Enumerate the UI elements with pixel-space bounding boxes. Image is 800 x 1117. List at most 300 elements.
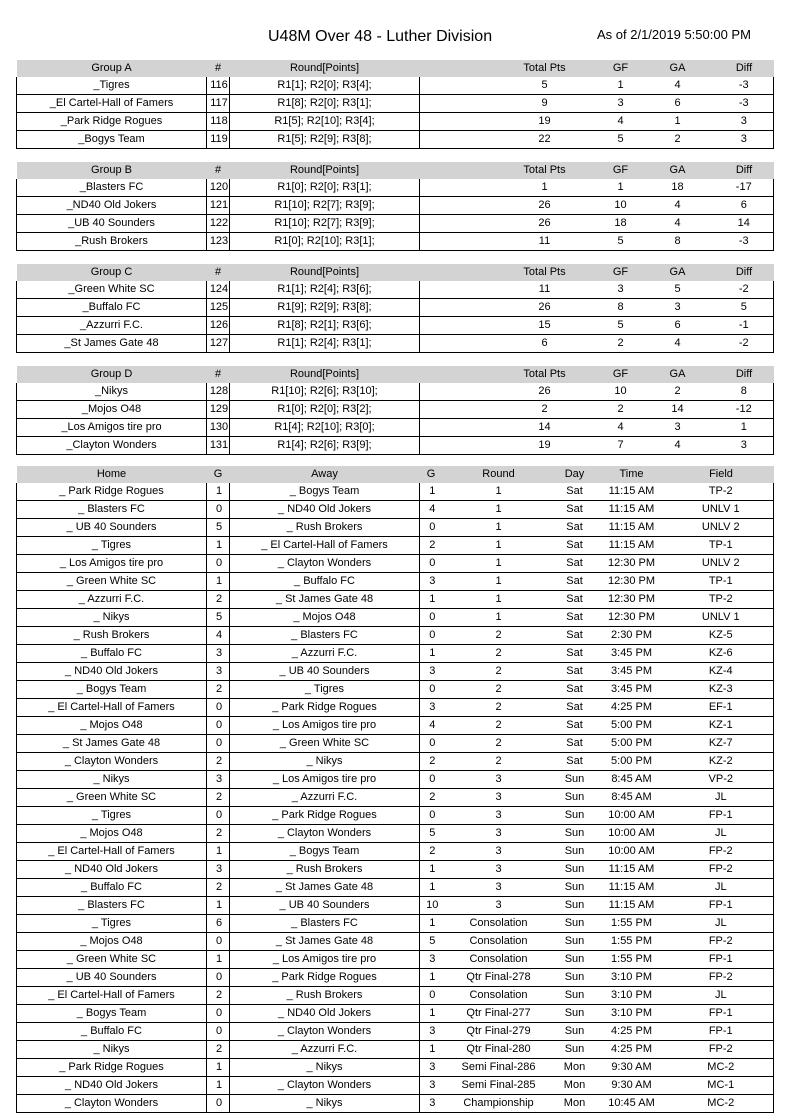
- empty-cell: [420, 383, 489, 401]
- away-goals: 5: [420, 933, 443, 951]
- day: Sat: [555, 537, 595, 555]
- field: FP-1: [669, 1005, 774, 1023]
- home-team: _ ND40 Old Jokers: [17, 1077, 207, 1095]
- team-name: _Buffalo FC: [17, 299, 207, 317]
- home-team: _ Mojos O48: [17, 825, 207, 843]
- total-points: 1: [489, 179, 601, 197]
- group-table: [16, 162, 774, 251]
- column-header: #: [207, 162, 230, 179]
- table-row: [17, 591, 774, 609]
- field: JL: [669, 987, 774, 1005]
- table-row: [17, 771, 774, 789]
- total-points: 26: [489, 197, 601, 215]
- round: 2: [443, 717, 555, 735]
- team-number: 119: [207, 131, 230, 149]
- day: Sat: [555, 753, 595, 771]
- home-team: _ Tigres: [17, 807, 207, 825]
- goals-against: 1: [641, 113, 715, 131]
- round-points: R1[4]; R2[10]; R3[0];: [230, 419, 420, 437]
- round: 3: [443, 771, 555, 789]
- goals-against: 18: [641, 179, 715, 197]
- total-points: 11: [489, 233, 601, 251]
- table-row: [17, 437, 774, 455]
- away-team: _ Rush Brokers: [230, 987, 420, 1005]
- table-row: [17, 113, 774, 131]
- goal-difference: 14: [715, 215, 774, 233]
- away-goals: 3: [420, 1059, 443, 1077]
- table-row: [17, 915, 774, 933]
- column-header: Diff: [715, 60, 774, 77]
- away-goals: 10: [420, 897, 443, 915]
- away-goals: 1: [420, 879, 443, 897]
- round-points: R1[10]; R2[7]; R3[9];: [230, 197, 420, 215]
- time: 11:15 AM: [595, 879, 669, 897]
- home-team: _ Nikys: [17, 1041, 207, 1059]
- home-team: _ Bogys Team: [17, 681, 207, 699]
- home-goals: 3: [207, 861, 230, 879]
- away-team: _ Park Ridge Rogues: [230, 699, 420, 717]
- home-goals: 2: [207, 753, 230, 771]
- time: 3:10 PM: [595, 987, 669, 1005]
- away-team: _ Nikys: [230, 753, 420, 771]
- away-goals: 0: [420, 519, 443, 537]
- away-goals: 1: [420, 915, 443, 933]
- goals-against: 4: [641, 335, 715, 353]
- home-team: _ Tigres: [17, 537, 207, 555]
- column-header: Round[Points]: [230, 60, 420, 77]
- round: Qtr Final-278: [443, 969, 555, 987]
- table-row: [17, 233, 774, 251]
- round: 3: [443, 789, 555, 807]
- table-row: [17, 483, 774, 501]
- home-team: _ Park Ridge Rogues: [17, 1059, 207, 1077]
- goals-against: 4: [641, 197, 715, 215]
- table-row: [17, 401, 774, 419]
- time: 10:00 AM: [595, 825, 669, 843]
- home-team: _ Nikys: [17, 609, 207, 627]
- home-team: _ Nikys: [17, 771, 207, 789]
- team-name: _Rush Brokers: [17, 233, 207, 251]
- empty-cell: [420, 437, 489, 455]
- field: KZ-2: [669, 753, 774, 771]
- column-header: Round[Points]: [230, 162, 420, 179]
- table-row: [17, 663, 774, 681]
- column-header: Round[Points]: [230, 366, 420, 383]
- day: Sat: [555, 681, 595, 699]
- table-row: [17, 77, 774, 95]
- away-goals: 2: [420, 537, 443, 555]
- table-row: [17, 627, 774, 645]
- away-goals: 3: [420, 1077, 443, 1095]
- table-row: [17, 1023, 774, 1041]
- column-header: Field: [669, 466, 774, 483]
- empty-cell: [420, 215, 489, 233]
- home-goals: 2: [207, 591, 230, 609]
- table-row: [17, 1041, 774, 1059]
- goals-against: 3: [641, 419, 715, 437]
- goals-for: 8: [601, 299, 641, 317]
- team-number: 120: [207, 179, 230, 197]
- empty-cell: [420, 179, 489, 197]
- away-team: _ Blasters FC: [230, 627, 420, 645]
- away-team: _ Rush Brokers: [230, 861, 420, 879]
- home-goals: 2: [207, 681, 230, 699]
- field: FP-2: [669, 1041, 774, 1059]
- team-number: 118: [207, 113, 230, 131]
- time: 1:55 PM: [595, 933, 669, 951]
- home-team: _ Tigres: [17, 915, 207, 933]
- time: 11:15 AM: [595, 861, 669, 879]
- time: 5:00 PM: [595, 717, 669, 735]
- round-points: R1[8]; R2[1]; R3[6];: [230, 317, 420, 335]
- time: 8:45 AM: [595, 771, 669, 789]
- time: 11:15 AM: [595, 897, 669, 915]
- as-of-timestamp: As of 2/1/2019 5:50:00 PM: [597, 27, 751, 42]
- column-header: [420, 264, 489, 281]
- away-team: _ Clayton Wonders: [230, 555, 420, 573]
- total-points: 26: [489, 215, 601, 233]
- goals-against: 6: [641, 317, 715, 335]
- time: 1:55 PM: [595, 951, 669, 969]
- team-name: _St James Gate 48: [17, 335, 207, 353]
- day: Sun: [555, 879, 595, 897]
- time: 3:45 PM: [595, 645, 669, 663]
- round: Consolation: [443, 987, 555, 1005]
- away-team: _ Blasters FC: [230, 915, 420, 933]
- time: 3:10 PM: [595, 969, 669, 987]
- goals-against: 3: [641, 299, 715, 317]
- day: Sun: [555, 1041, 595, 1059]
- table-row: [17, 1005, 774, 1023]
- home-team: _ Mojos O48: [17, 933, 207, 951]
- column-header: Home: [17, 466, 207, 483]
- home-goals: 6: [207, 915, 230, 933]
- team-number: 125: [207, 299, 230, 317]
- round-points: R1[1]; R2[0]; R3[4];: [230, 77, 420, 95]
- table-row: [17, 861, 774, 879]
- away-team: _ St James Gate 48: [230, 879, 420, 897]
- field: JL: [669, 879, 774, 897]
- empty-cell: [420, 317, 489, 335]
- table-row: [17, 753, 774, 771]
- total-points: 9: [489, 95, 601, 113]
- time: 12:30 PM: [595, 591, 669, 609]
- away-team: _ Buffalo FC: [230, 573, 420, 591]
- table-row: [17, 951, 774, 969]
- away-goals: 2: [420, 753, 443, 771]
- round-points: R1[5]; R2[9]; R3[8];: [230, 131, 420, 149]
- field: TP-2: [669, 483, 774, 501]
- day: Sun: [555, 969, 595, 987]
- group-name: Group A: [17, 60, 207, 77]
- away-goals: 4: [420, 501, 443, 519]
- day: Sat: [555, 573, 595, 591]
- table-row: [17, 281, 774, 299]
- field: KZ-3: [669, 681, 774, 699]
- column-header: Total Pts: [489, 264, 601, 281]
- time: 9:30 AM: [595, 1077, 669, 1095]
- goals-for: 1: [601, 179, 641, 197]
- goals-against: 4: [641, 215, 715, 233]
- home-team: _ Clayton Wonders: [17, 753, 207, 771]
- home-team: _ Bogys Team: [17, 1005, 207, 1023]
- goal-difference: -3: [715, 233, 774, 251]
- goal-difference: -1: [715, 317, 774, 335]
- away-team: _ Park Ridge Rogues: [230, 807, 420, 825]
- team-number: 131: [207, 437, 230, 455]
- time: 1:55 PM: [595, 915, 669, 933]
- time: 8:45 AM: [595, 789, 669, 807]
- column-header: Diff: [715, 264, 774, 281]
- away-goals: 3: [420, 1023, 443, 1041]
- home-goals: 2: [207, 1041, 230, 1059]
- home-team: _ UB 40 Sounders: [17, 519, 207, 537]
- home-goals: 1: [207, 843, 230, 861]
- away-goals: 1: [420, 969, 443, 987]
- away-goals: 2: [420, 843, 443, 861]
- field: JL: [669, 915, 774, 933]
- group-header-row: [17, 366, 774, 383]
- round: 3: [443, 861, 555, 879]
- round: Consolation: [443, 915, 555, 933]
- away-team: _ Park Ridge Rogues: [230, 969, 420, 987]
- round-points: R1[4]; R2[6]; R3[9];: [230, 437, 420, 455]
- column-header: GF: [601, 162, 641, 179]
- round: 2: [443, 753, 555, 771]
- team-number: 129: [207, 401, 230, 419]
- home-goals: 0: [207, 807, 230, 825]
- field: VP-2: [669, 771, 774, 789]
- empty-cell: [420, 197, 489, 215]
- away-team: _ Los Amigos tire pro: [230, 771, 420, 789]
- home-goals: 5: [207, 519, 230, 537]
- away-goals: 5: [420, 825, 443, 843]
- column-header: GF: [601, 264, 641, 281]
- column-header: #: [207, 366, 230, 383]
- round: Qtr Final-279: [443, 1023, 555, 1041]
- day: Mon: [555, 1095, 595, 1113]
- team-name: _Los Amigos tire pro: [17, 419, 207, 437]
- table-row: [17, 717, 774, 735]
- empty-cell: [420, 419, 489, 437]
- field: UNLV 1: [669, 609, 774, 627]
- field: UNLV 2: [669, 555, 774, 573]
- away-goals: 3: [420, 573, 443, 591]
- day: Sat: [555, 645, 595, 663]
- round-points: R1[10]; R2[7]; R3[9];: [230, 215, 420, 233]
- goals-against: 2: [641, 383, 715, 401]
- goals-against: 5: [641, 281, 715, 299]
- home-goals: 2: [207, 825, 230, 843]
- goals-for: 3: [601, 95, 641, 113]
- home-goals: 0: [207, 933, 230, 951]
- column-header: GA: [641, 60, 715, 77]
- group-table: [16, 60, 774, 149]
- table-row: [17, 645, 774, 663]
- goal-difference: 3: [715, 131, 774, 149]
- group-name: Group B: [17, 162, 207, 179]
- round-points: R1[0]; R2[10]; R3[1];: [230, 233, 420, 251]
- round: 3: [443, 897, 555, 915]
- goal-difference: -3: [715, 95, 774, 113]
- time: 3:10 PM: [595, 1005, 669, 1023]
- home-team: _ Blasters FC: [17, 501, 207, 519]
- time: 5:00 PM: [595, 735, 669, 753]
- away-team: _ Bogys Team: [230, 843, 420, 861]
- time: 10:45 AM: [595, 1095, 669, 1113]
- goal-difference: -12: [715, 401, 774, 419]
- field: FP-2: [669, 861, 774, 879]
- field: FP-1: [669, 807, 774, 825]
- home-goals: 1: [207, 573, 230, 591]
- home-goals: 2: [207, 879, 230, 897]
- home-goals: 3: [207, 771, 230, 789]
- column-header: Total Pts: [489, 162, 601, 179]
- empty-cell: [420, 401, 489, 419]
- day: Sun: [555, 1005, 595, 1023]
- team-number: 124: [207, 281, 230, 299]
- column-header: #: [207, 60, 230, 77]
- goals-for: 2: [601, 335, 641, 353]
- away-team: _ Azzurri F.C.: [230, 1041, 420, 1059]
- day: Sat: [555, 483, 595, 501]
- column-header: GA: [641, 162, 715, 179]
- away-goals: 0: [420, 987, 443, 1005]
- table-row: [17, 987, 774, 1005]
- round: 1: [443, 555, 555, 573]
- goal-difference: -3: [715, 77, 774, 95]
- field: FP-2: [669, 843, 774, 861]
- home-goals: 3: [207, 645, 230, 663]
- field: KZ-5: [669, 627, 774, 645]
- round: 3: [443, 825, 555, 843]
- empty-cell: [420, 299, 489, 317]
- goals-for: 4: [601, 113, 641, 131]
- time: 10:00 AM: [595, 843, 669, 861]
- goals-against: 2: [641, 131, 715, 149]
- table-row: [17, 215, 774, 233]
- time: 12:30 PM: [595, 573, 669, 591]
- home-team: _ Green White SC: [17, 789, 207, 807]
- time: 4:25 PM: [595, 699, 669, 717]
- empty-cell: [420, 233, 489, 251]
- home-goals: 1: [207, 483, 230, 501]
- total-points: 11: [489, 281, 601, 299]
- table-row: [17, 969, 774, 987]
- group-table: [16, 264, 774, 353]
- empty-cell: [420, 113, 489, 131]
- round: 2: [443, 681, 555, 699]
- home-goals: 1: [207, 537, 230, 555]
- field: KZ-7: [669, 735, 774, 753]
- table-row: [17, 879, 774, 897]
- total-points: 6: [489, 335, 601, 353]
- field: UNLV 2: [669, 519, 774, 537]
- home-goals: 0: [207, 699, 230, 717]
- day: Sat: [555, 555, 595, 573]
- team-number: 116: [207, 77, 230, 95]
- goals-for: 5: [601, 233, 641, 251]
- team-name: _Tigres: [17, 77, 207, 95]
- day: Sun: [555, 771, 595, 789]
- column-header: GF: [601, 366, 641, 383]
- team-name: _Azzurri F.C.: [17, 317, 207, 335]
- away-team: _ Tigres: [230, 681, 420, 699]
- home-team: _ ND40 Old Jokers: [17, 663, 207, 681]
- day: Sun: [555, 843, 595, 861]
- away-team: _ Nikys: [230, 1095, 420, 1113]
- group-header-row: [17, 162, 774, 179]
- column-header: [420, 366, 489, 383]
- day: Sun: [555, 825, 595, 843]
- goal-difference: 1: [715, 419, 774, 437]
- table-row: [17, 197, 774, 215]
- team-number: 130: [207, 419, 230, 437]
- total-points: 22: [489, 131, 601, 149]
- goal-difference: 8: [715, 383, 774, 401]
- team-name: _Mojos O48: [17, 401, 207, 419]
- time: 11:15 AM: [595, 483, 669, 501]
- goals-for: 5: [601, 131, 641, 149]
- time: 3:45 PM: [595, 681, 669, 699]
- goal-difference: 5: [715, 299, 774, 317]
- team-number: 121: [207, 197, 230, 215]
- empty-cell: [420, 281, 489, 299]
- total-points: 15: [489, 317, 601, 335]
- away-goals: 2: [420, 789, 443, 807]
- away-goals: 0: [420, 771, 443, 789]
- team-name: _El Cartel-Hall of Famers: [17, 95, 207, 113]
- table-row: [17, 825, 774, 843]
- day: Sun: [555, 933, 595, 951]
- away-team: _ ND40 Old Jokers: [230, 1005, 420, 1023]
- round: 1: [443, 501, 555, 519]
- round: 3: [443, 807, 555, 825]
- total-points: 19: [489, 437, 601, 455]
- table-row: [17, 735, 774, 753]
- goals-for: 5: [601, 317, 641, 335]
- field: TP-2: [669, 591, 774, 609]
- field: MC-2: [669, 1095, 774, 1113]
- round: Semi Final-286: [443, 1059, 555, 1077]
- home-goals: 0: [207, 1023, 230, 1041]
- total-points: 26: [489, 299, 601, 317]
- time: 4:25 PM: [595, 1041, 669, 1059]
- field: JL: [669, 789, 774, 807]
- home-goals: 4: [207, 627, 230, 645]
- away-team: _ Rush Brokers: [230, 519, 420, 537]
- round: Qtr Final-277: [443, 1005, 555, 1023]
- home-goals: 0: [207, 717, 230, 735]
- goals-for: 10: [601, 197, 641, 215]
- day: Mon: [555, 1059, 595, 1077]
- team-number: 126: [207, 317, 230, 335]
- total-points: 2: [489, 401, 601, 419]
- time: 11:15 AM: [595, 519, 669, 537]
- home-goals: 0: [207, 969, 230, 987]
- home-goals: 2: [207, 789, 230, 807]
- group-header-row: [17, 264, 774, 281]
- goals-against: 6: [641, 95, 715, 113]
- group-name: Group C: [17, 264, 207, 281]
- away-team: _ St James Gate 48: [230, 591, 420, 609]
- team-number: 123: [207, 233, 230, 251]
- goals-for: 1: [601, 77, 641, 95]
- round: Consolation: [443, 933, 555, 951]
- table-row: [17, 609, 774, 627]
- away-goals: 0: [420, 555, 443, 573]
- table-row: [17, 807, 774, 825]
